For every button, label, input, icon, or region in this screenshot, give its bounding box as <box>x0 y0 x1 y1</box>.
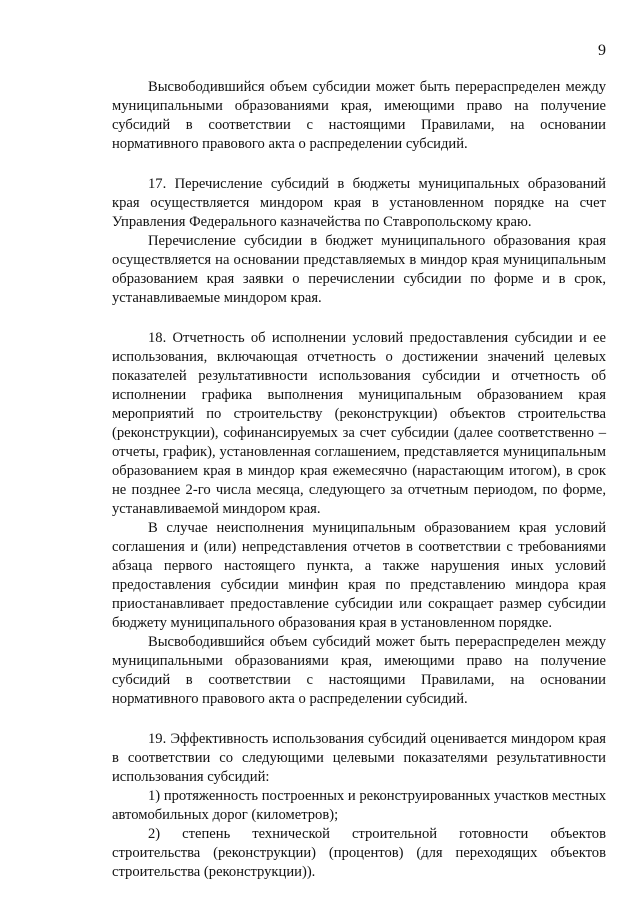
list-item-indicator-1: 1) протяженность построенных и реконструированных участков местных автомобильных дорог (километров); <box>112 788 606 823</box>
paragraph-item-17: 17. Перечисление субсидий в бюджеты муниципальных образований края осуществляется миндором края в установленном порядке на счет Управления Федерального казначейства по Ставропольскому краю. <box>112 176 606 230</box>
paragraph-redistribution-2: Высвободившийся объем субсидий может быть перераспределен между муниципальными образованиями края, имеющими право на получение субсидий в соответствии с настоящими Правилами, на основании нормативного правового акта о распределении субсидий. <box>112 634 606 707</box>
document-body <box>112 78 606 882</box>
paragraph-redistribution-1: Высвободившийся объем субсидии может быть перераспределен между муниципальными образованиями края, имеющими право на получение субсидий в соответствии с настоящими Правилами, на основании нормативного правового акта о распределении субсидий. <box>112 79 606 152</box>
paragraph-item-19: 19. Эффективность использования субсидий оценивается миндором края в соответствии со следующими целевыми показателями результативности использования субсидий: <box>112 731 606 785</box>
page-number: 9 <box>598 42 606 59</box>
paragraph-item-18: 18. Отчетность об исполнении условий предоставления субсидии и ее использования, включающая отчетность о достижении значений целевых показателей результативности использования субсидии и отчетность об исполнении графика выполнения муниципальным образованием края мероприятий по строительству (реконструкции) объектов строительства (реконструкции), софинансируемых за счет субсидии (далее соответственно – отчеты, график), установленная соглашением, представляется муниципальным образованием края в миндор края ежемесячно (нарастающим итогом), в срок не позднее 2-го числа месяца, следующего за отчетным периодом, по форме, устанавливаемой миндором края. <box>112 330 606 517</box>
paragraph-transfer-basis: Перечисление субсидии в бюджет муниципального образования края осуществляется на основании представляемых в миндор края муниципальным образованием края заявки о перечислении субсидии по форме и в срок, устанавливаемые миндором края. <box>112 233 606 306</box>
list-item-indicator-2: 2) степень технической строительной готовности объектов строительства (реконструкции) (процентов) (для переходящих объектов строительства (реконструкции)). <box>112 826 606 880</box>
paragraph-non-compliance: В случае неисполнения муниципальным образованием края условий соглашения и (или) непредставления отчетов в соответствии с требованиями абзаца первого настоящего пункта, а также нарушения иных условий предоставления субсидии минфин края по представлению миндора края приостанавливает предоставление субсидии или сокращает размер субсидии бюджету муниципального образования края в установленном порядке. <box>112 520 606 631</box>
